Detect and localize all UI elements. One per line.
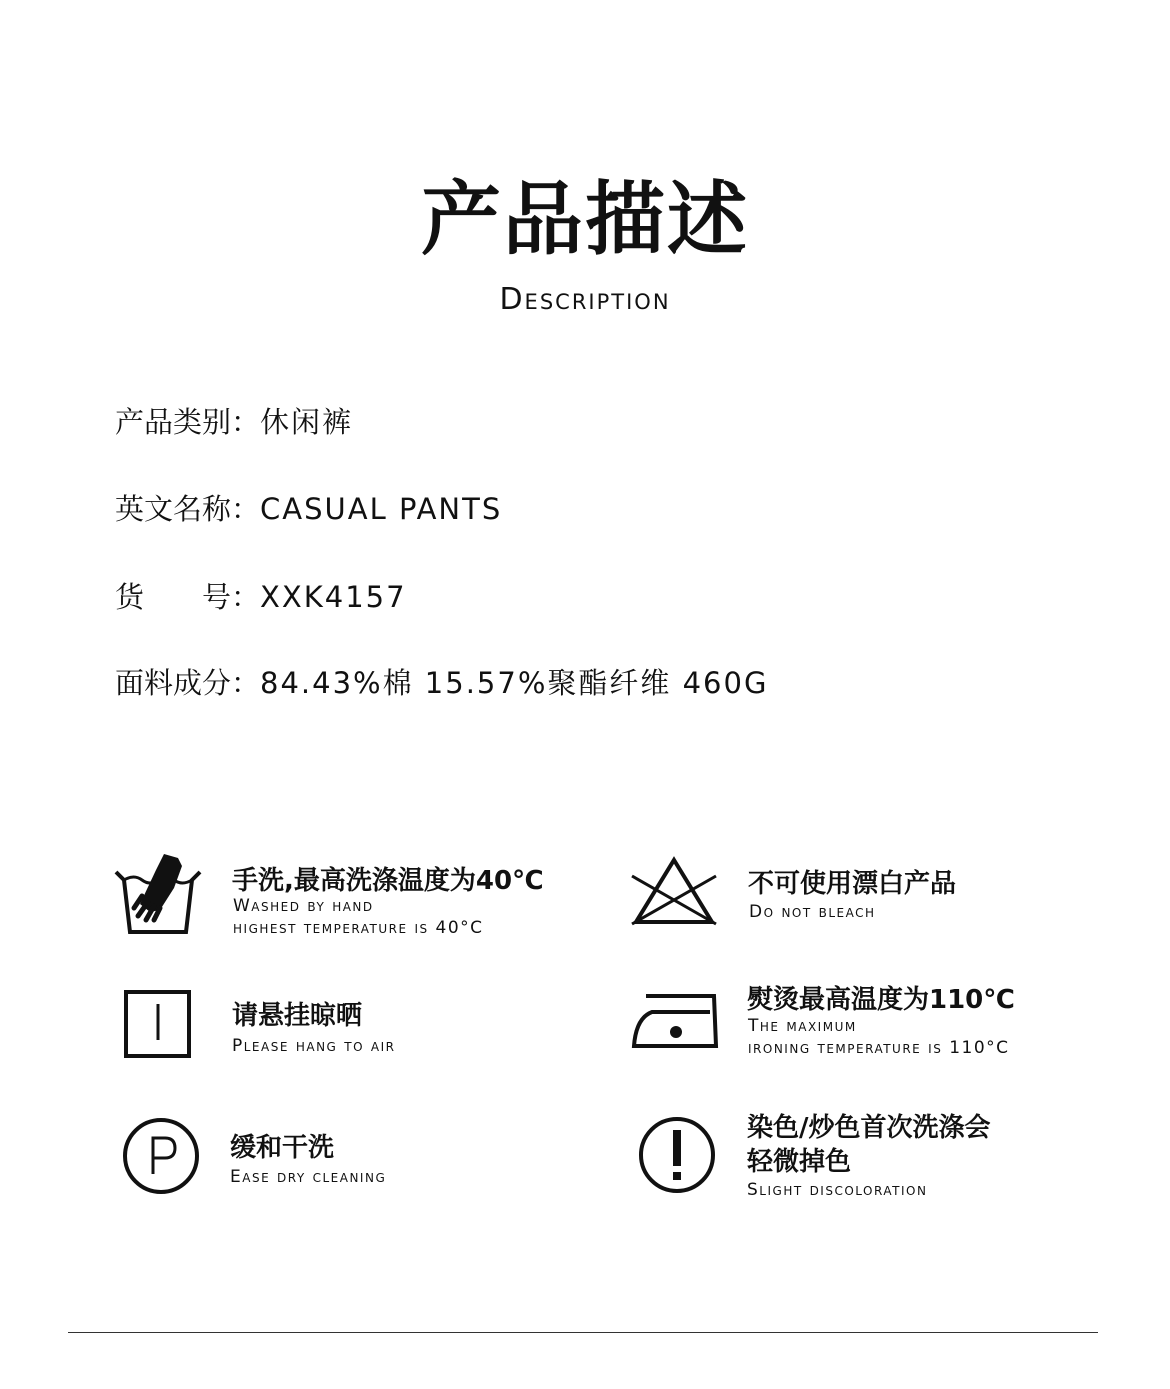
spec-row-item-number — [115, 577, 407, 617]
care-en-line1: Slight discoloration — [747, 1180, 928, 1200]
spec-row-fabric — [115, 663, 768, 703]
spec-row-category — [115, 402, 353, 442]
hang-dry-icon — [124, 990, 192, 1060]
iron-icon — [630, 990, 722, 1050]
care-zh: 熨烫最高温度为110℃ — [747, 985, 1015, 1015]
care-en-line1: Ease dry cleaning — [230, 1167, 387, 1187]
page-title: 产品描述 — [421, 173, 749, 266]
care-en-line2: ironing temperature is 110°C — [748, 1038, 1010, 1058]
care-en-line2: highest temperature is 40°C — [233, 918, 484, 938]
care-en-line1: Please hang to air — [232, 1036, 396, 1056]
spec-label: 产品类别： — [115, 405, 261, 439]
care-zh: 请悬挂晾晒 — [232, 1001, 363, 1031]
exclamation-icon — [636, 1114, 718, 1196]
care-en-line1: Washed by hand — [233, 896, 374, 916]
care-zh-line2: 轻微掉色 — [747, 1147, 852, 1177]
spec-label: 面料成分： — [115, 666, 261, 700]
spec-value: 84.43%棉 15.57%聚酯纤维 460G — [260, 666, 769, 700]
care-en-line1: The maximum — [748, 1016, 857, 1036]
hand-wash-icon — [112, 850, 204, 938]
spec-label: 货 号： — [115, 580, 261, 614]
no-bleach-icon — [628, 856, 720, 928]
care-zh: 不可使用漂白产品 — [748, 869, 957, 899]
care-zh-line1: 染色/炒色首次洗涤会 — [747, 1113, 991, 1143]
care-en-line1: Do not bleach — [749, 902, 876, 922]
spec-value: CASUAL PANTS — [260, 492, 503, 526]
dry-clean-p-icon — [121, 1116, 201, 1196]
care-zh: 缓和干洗 — [230, 1133, 335, 1163]
bottom-divider — [68, 1332, 1098, 1333]
care-zh: 手洗,最高洗涤温度为40℃ — [232, 866, 544, 896]
spec-row-english-name — [115, 489, 502, 529]
spec-label: 英文名称： — [115, 492, 261, 526]
page-subtitle: Description — [499, 282, 671, 317]
spec-value: 休闲裤 — [260, 405, 354, 439]
spec-value: XXK4157 — [260, 580, 407, 614]
